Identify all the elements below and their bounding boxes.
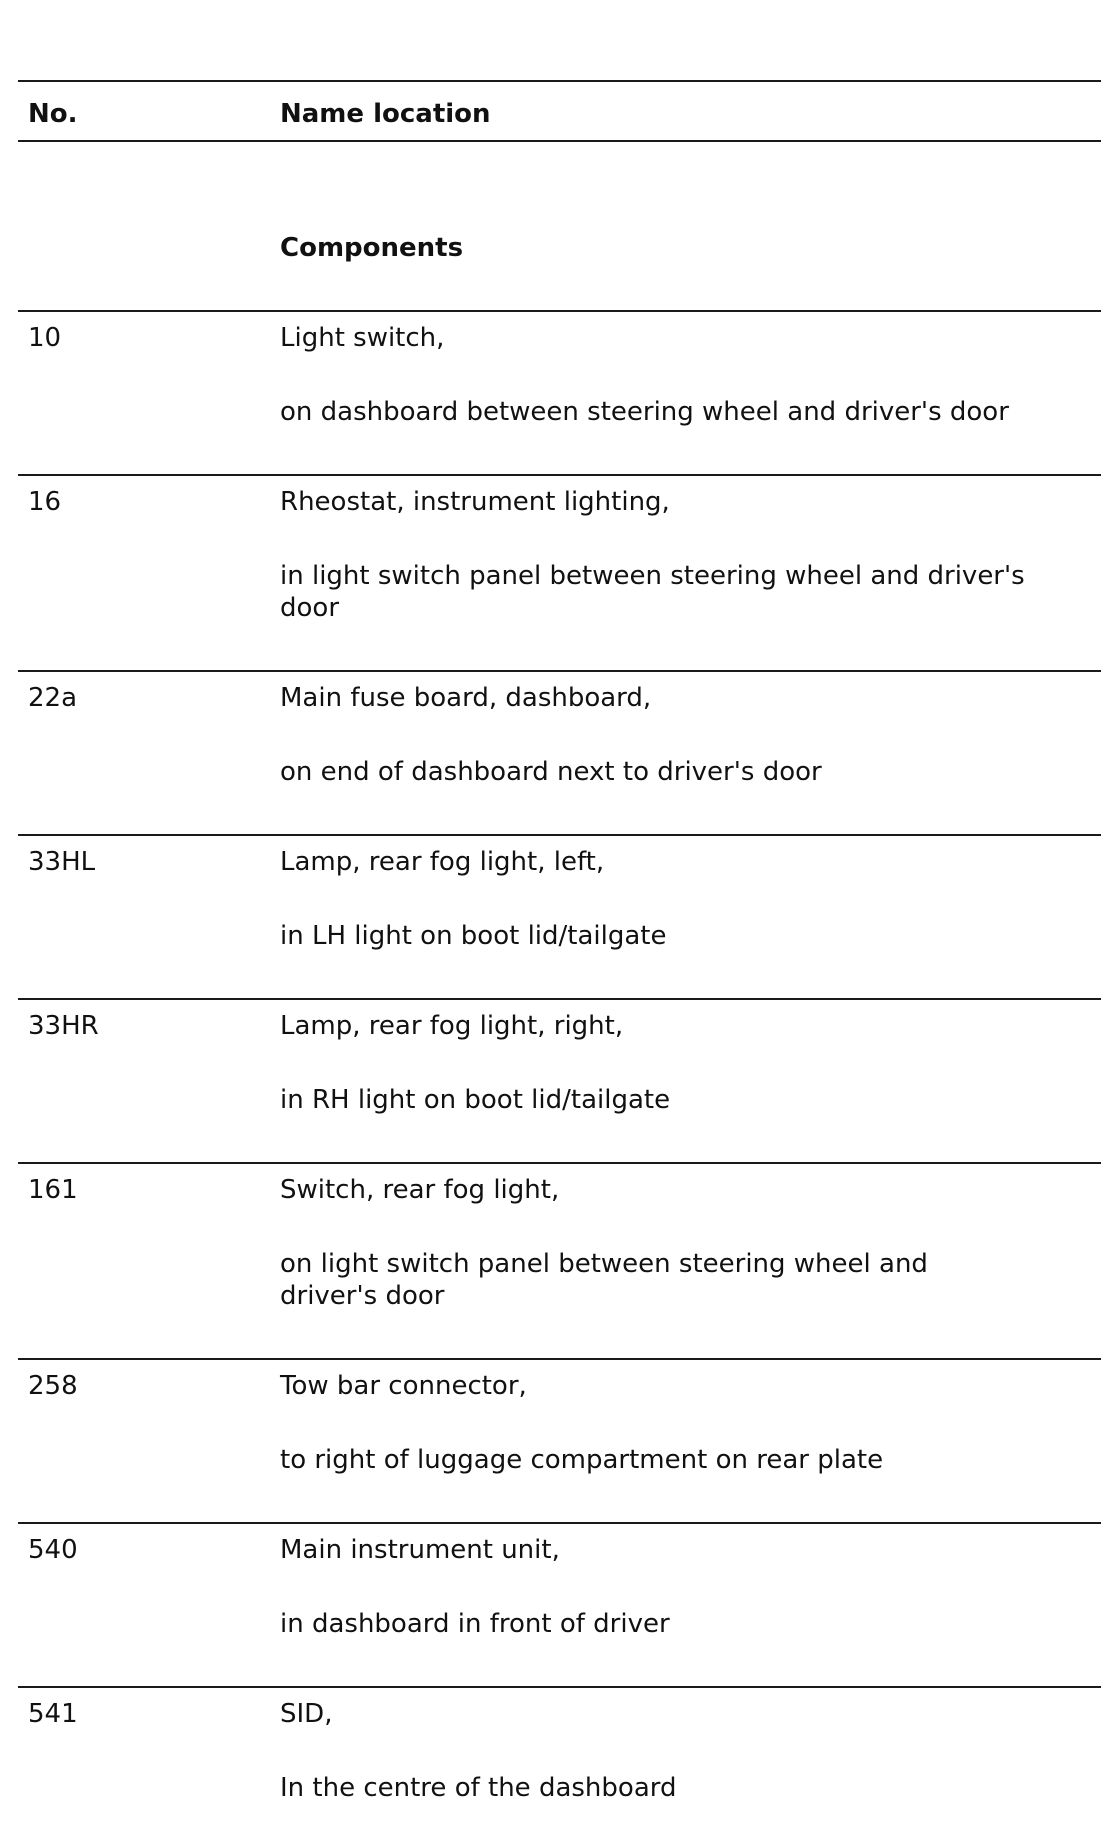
row-divider [18,1686,1101,1688]
row-name: Main fuse board, dashboard, [280,683,652,713]
row-number: 540 [28,1535,78,1565]
row-location: in dashboard in front of driver [280,1609,670,1639]
row-divider [18,310,1101,312]
row-divider [18,1358,1101,1360]
row-name: Tow bar connector, [280,1371,527,1401]
row-name: Light switch, [280,323,445,353]
row-location: to right of luggage compartment on rear plate [280,1445,884,1475]
row-location: on end of dashboard next to driver's door [280,757,822,787]
column-header-name-location: Name location [280,99,491,129]
header-bottom-rule [18,140,1101,142]
row-number: 161 [28,1175,78,1205]
row-location: on light switch panel between steering wheel and driver's door [280,1249,928,1311]
row-divider [18,1162,1101,1164]
row-location: in RH light on boot lid/tailgate [280,1085,671,1115]
row-name: Main instrument unit, [280,1535,560,1565]
row-name: Rheostat, instrument lighting, [280,487,670,517]
row-divider [18,998,1101,1000]
row-location: In the centre of the dashboard [280,1773,677,1803]
section-title: Components [280,233,464,263]
row-number: 33HR [28,1011,99,1041]
row-number: 16 [28,487,62,517]
row-number: 10 [28,323,62,353]
row-name: Switch, rear fog light, [280,1175,560,1205]
row-name: Lamp, rear fog light, right, [280,1011,624,1041]
row-number: 258 [28,1371,78,1401]
row-divider [18,474,1101,476]
row-name: Lamp, rear fog light, left, [280,847,605,877]
row-divider [18,1522,1101,1524]
table-top-rule [18,80,1101,82]
column-header-no: No. [28,99,78,129]
row-name: SID, [280,1699,333,1729]
row-number: 33HL [28,847,96,877]
row-number: 22a [28,683,78,713]
row-location: in light switch panel between steering wheel and driver's door [280,561,1025,623]
row-location: on dashboard between steering wheel and driver's door [280,397,1009,427]
row-divider [18,834,1101,836]
row-divider [18,670,1101,672]
row-number: 541 [28,1699,78,1729]
row-location: in LH light on boot lid/tailgate [280,921,667,951]
